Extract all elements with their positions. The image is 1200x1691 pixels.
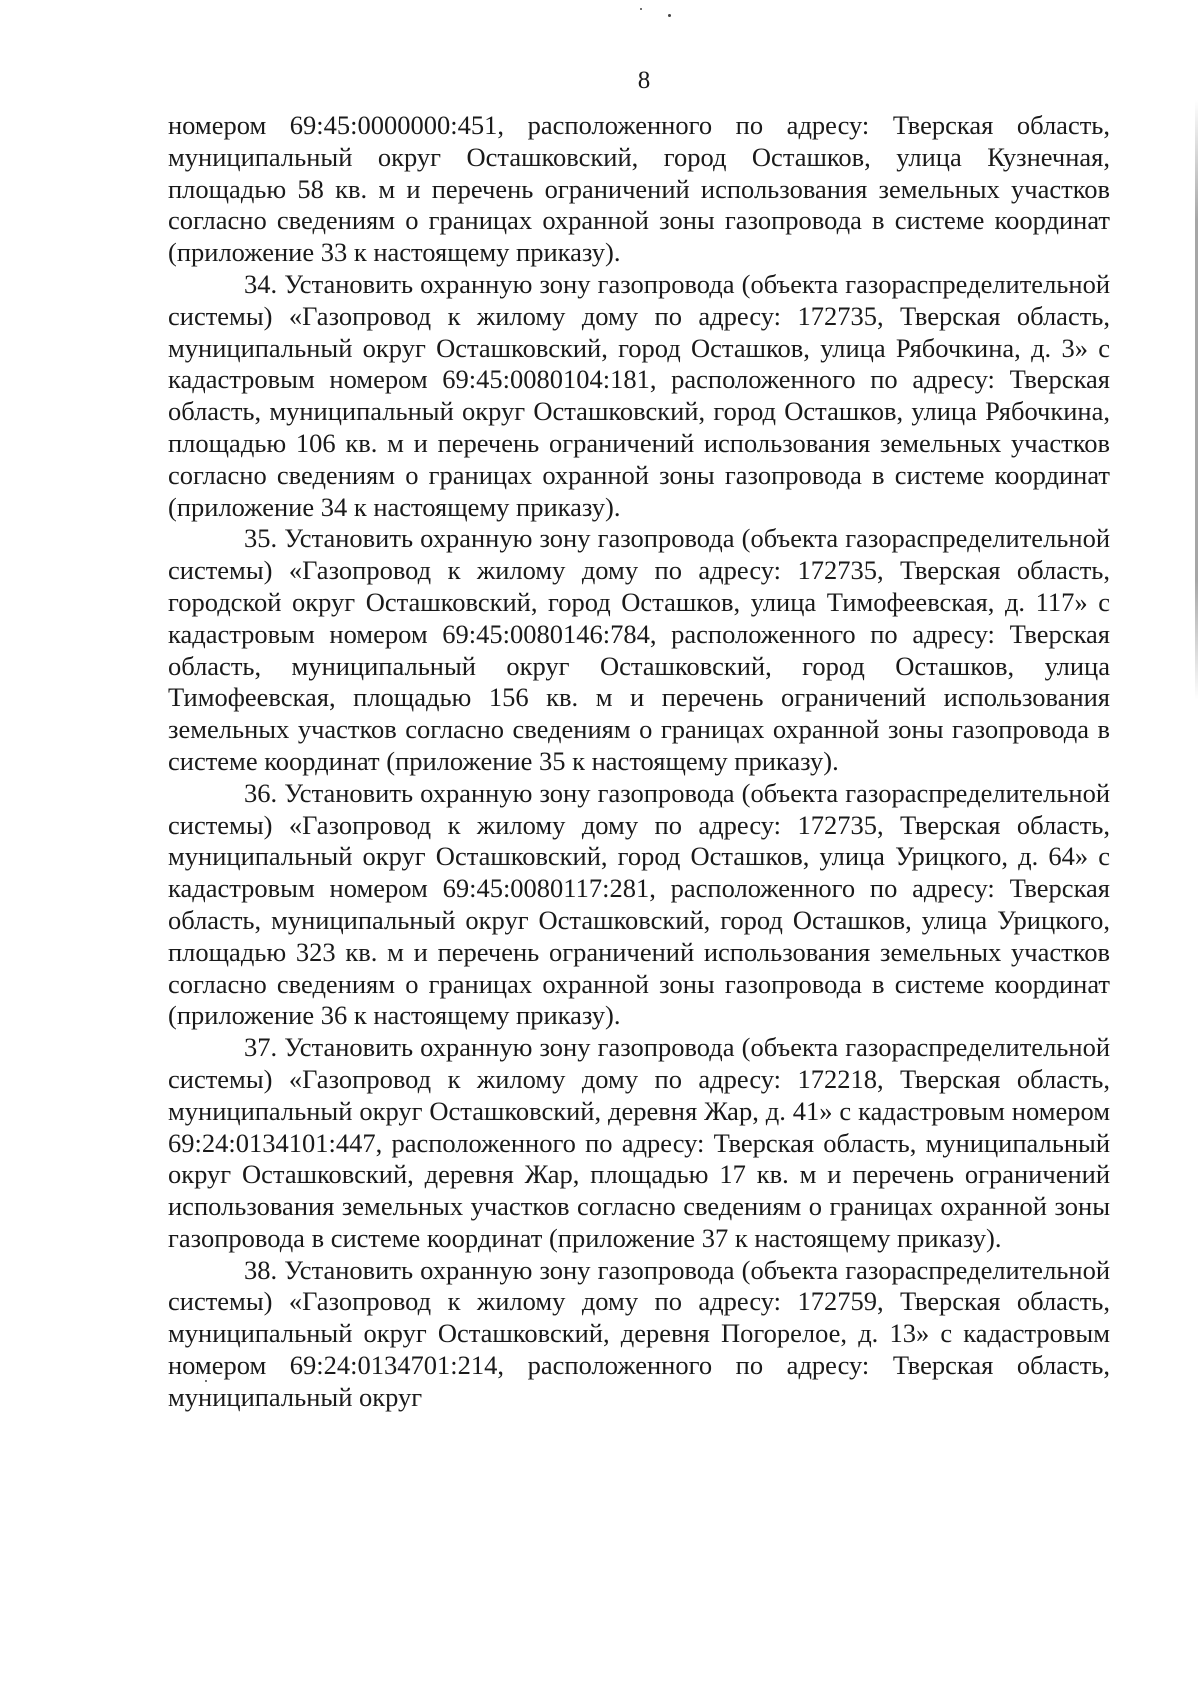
paragraph-33-continued: номером 69:45:0000000:451, расположенного по адресу: Тверская область, муниципальный округ Осташковский, город Осташков, улица Кузнечная, площадью 58 кв. м и перечень ограничений использования земельных участков согласно сведениям о границах охранной зоны газопровода в системе координат (приложение 33 к настоящему приказу). — [168, 110, 1110, 268]
scan-speck — [640, 8, 642, 10]
paragraph-34: 34. Установить охранную зону газопровода (объекта газораспределительной системы) «Газопровод к жилому дому по адресу: 172735, Тверская область, муниципальный округ Осташковский, город Осташков, улица Рябочкина, д. 3» с кадастровым номером 69:45:0080104:181, расположенного по адресу: Тверская область, муниципальный округ Осташковский, город Осташков, улица Рябочкина, площадью 106 кв. м и перечень ограничений использования земельных участков согласно сведениям о границах охранной зоны газопровода в системе координат (приложение 34 к настоящему приказу). — [168, 268, 1110, 522]
page-number: 8 — [637, 67, 651, 94]
scan-speck — [668, 14, 671, 17]
paragraph-37: 37. Установить охранную зону газопровода (объекта газораспределительной системы) «Газопровод к жилому дому по адресу: 172218, Тверская область, муниципальный округ Осташковский, деревня Жар, д. 41» с кадастровым номером 69:24:0134101:447, расположенного по адресу: Тверская область, муниципальный округ Осташковский, деревня Жар, площадью 17 кв. м и перечень ограничений использования земельных участков согласно сведениям о границах охранной зоны газопровода в системе координат (приложение 37 к настоящему приказу). — [168, 1032, 1110, 1253]
paragraph-38: 38. Установить охранную зону газопровода (объекта газораспределительной системы) «Газопровод к жилому дому по адресу: 172759, Тверская область, муниципальный округ Осташковский, деревня Погорелое, д. 13» с кадастровым номером 69:24:0134701:214, расположенного по адресу: Тверская область, муниципальный округ — [168, 1254, 1110, 1412]
body-text — [168, 110, 1110, 1414]
paragraph-36: 36. Установить охранную зону газопровода (объекта газораспределительной системы) «Газопровод к жилому дому по адресу: 172735, Тверская область, муниципальный округ Осташковский, город Осташков, улица Урицкого, д. 64» с кадастровым номером 69:45:0080117:281, расположенного по адресу: Тверская область, муниципальный округ Осташковский, город Осташков, улица Урицкого, площадью 323 кв. м и перечень ограничений использования земельных участков согласно сведениям о границах охранной зоны газопровода в системе координат (приложение 36 к настоящему приказу). — [168, 777, 1110, 1031]
scan-edge-shadow — [1195, 100, 1198, 700]
paragraph-35: 35. Установить охранную зону газопровода (объекта газораспределительной системы) «Газопровод к жилому дому по адресу: 172735, Тверская область, городской округ Осташковский, город Осташков, улица Тимофеевская, д. 117» с кадастровым номером 69:45:0080146:784, расположенного по адресу: Тверская область, муниципальный округ Осташковский, город Осташков, улица Тимофеевская, площадью 156 кв. м и перечень ограничений использования земельных участков согласно сведениям о границах охранной зоны газопровода в системе координат (приложение 35 к настоящему приказу). — [168, 523, 1110, 776]
